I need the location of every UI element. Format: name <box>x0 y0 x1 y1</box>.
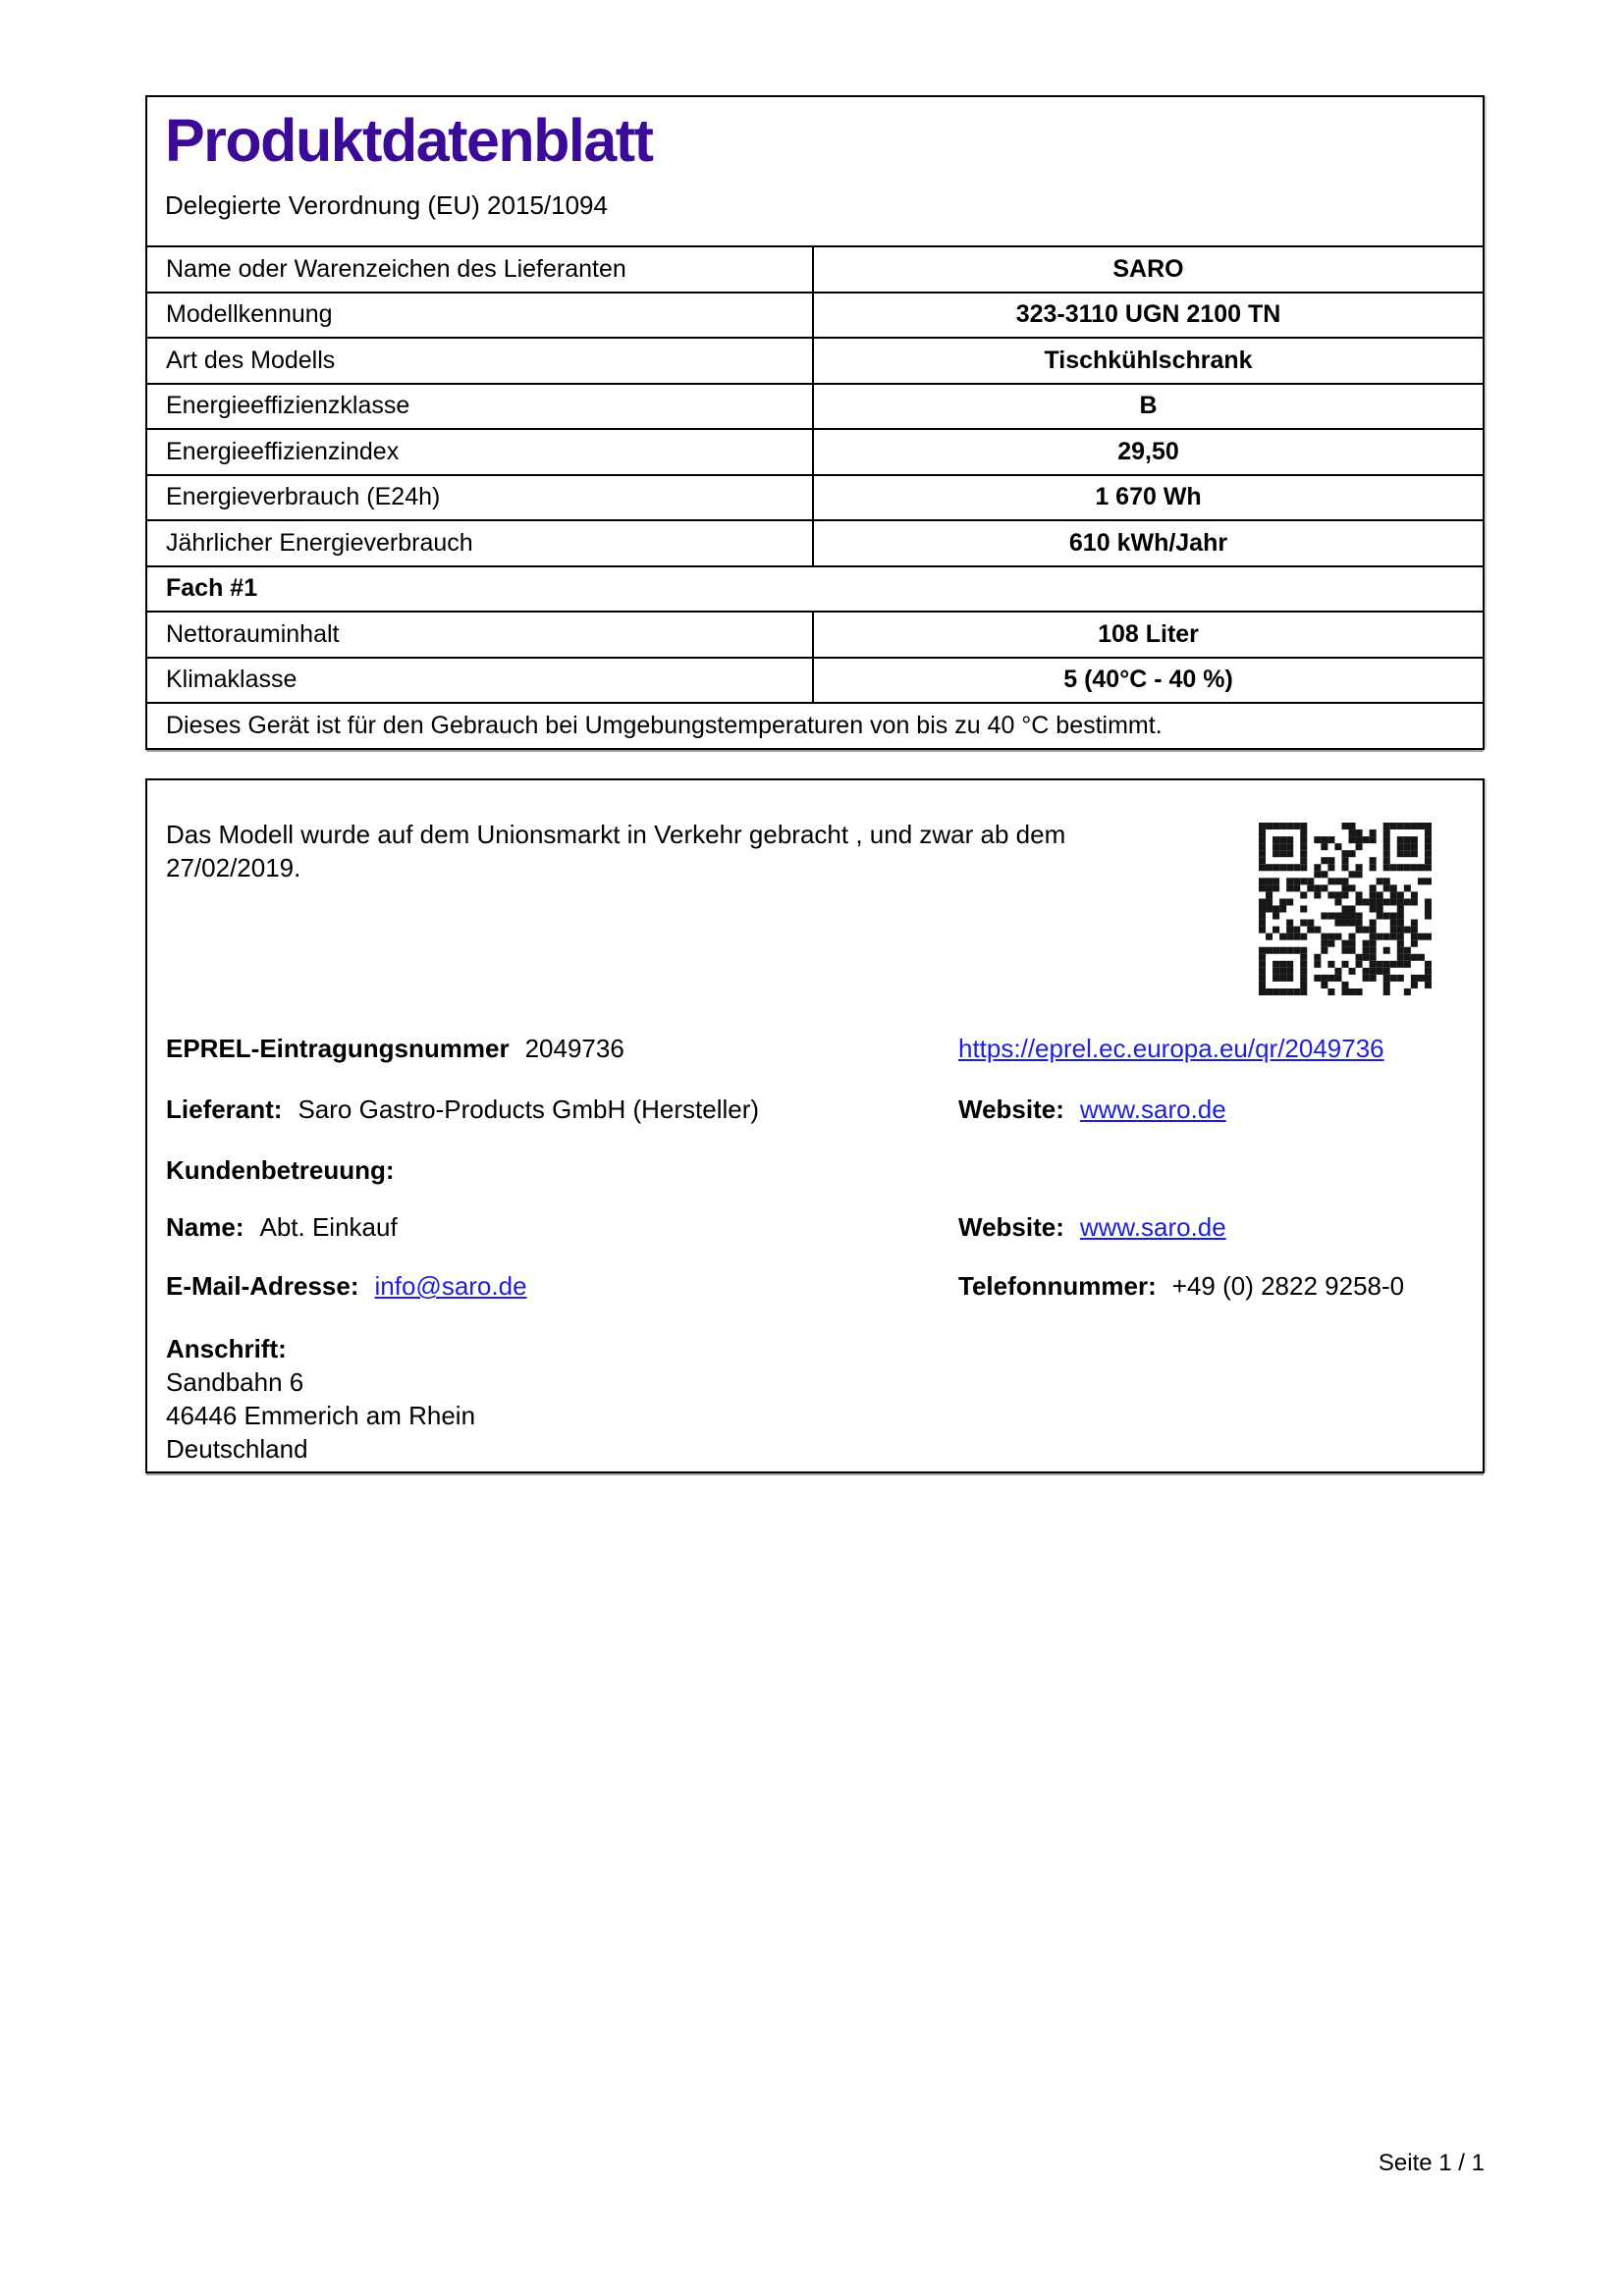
datasheet-header <box>147 97 1483 245</box>
row-label: Modellkennung <box>166 300 333 329</box>
row-label: Jährlicher Energieverbrauch <box>166 528 473 557</box>
section-label: Fach #1 <box>166 574 258 603</box>
row-label: Name oder Warenzeichen des Lieferanten <box>166 254 626 283</box>
row-value: 323-3110 UGN 2100 TN <box>812 294 1483 338</box>
row-label: Energieeffizienzindex <box>166 437 400 465</box>
eprel-url-link[interactable]: https://eprel.ec.europa.eu/qr/2049736 <box>958 1034 1384 1063</box>
table-row <box>147 383 1483 429</box>
table-row <box>147 337 1483 383</box>
table-row <box>147 519 1483 565</box>
row-label: Energieverbrauch (E24h) <box>166 483 441 511</box>
address-label: Anschrift: <box>166 1334 287 1363</box>
supplier-label: Lieferant: <box>166 1095 283 1124</box>
website-link[interactable]: www.saro.de <box>1079 1212 1226 1242</box>
row-value: Tischkühlschrank <box>812 339 1483 383</box>
eprel-number-label: EPREL-Eintragungsnummer <box>166 1034 510 1063</box>
row-value: SARO <box>812 247 1483 292</box>
table-row <box>147 292 1483 338</box>
table-row <box>147 245 1483 292</box>
regulation-subtitle: Delegierte Verordnung (EU) 2015/1094 <box>165 190 608 220</box>
qr-code-icon <box>1259 823 1432 995</box>
row-value: B <box>812 385 1483 429</box>
row-label: Energieeffizienzklasse <box>166 392 410 420</box>
table-row <box>147 474 1483 520</box>
email-label: E-Mail-Adresse: <box>166 1271 359 1301</box>
page-number: Seite 1 / 1 <box>1378 2150 1485 2176</box>
address-line: Sandbahn 6 <box>166 1367 304 1397</box>
eprel-number-value: 2049736 <box>524 1034 624 1063</box>
row-value: 610 kWh/Jahr <box>812 521 1483 565</box>
row-label: Nettorauminhalt <box>166 619 340 648</box>
table-row <box>147 428 1483 474</box>
website-link[interactable]: www.saro.de <box>1079 1095 1226 1124</box>
address-line: Deutschland <box>166 1434 308 1464</box>
ambient-temperature-note: Dieses Gerät ist für den Gebrauch bei Umgebungstemperaturen von bis zu 40 °C bestimmt. <box>166 711 1163 739</box>
spec-table <box>147 245 1483 748</box>
product-datasheet-panel <box>145 95 1485 750</box>
phone-value: +49 (0) 2822 9258-0 <box>1171 1271 1405 1301</box>
website-label: Website: <box>958 1095 1064 1124</box>
note-row <box>147 702 1483 748</box>
market-placement-text: Das Modell wurde auf dem Unionsmarkt in Verkehr gebracht , und zwar ab dem 27/02/2019. <box>166 820 1066 882</box>
address-line: 46446 Emmerich am Rhein <box>166 1401 476 1430</box>
table-row <box>147 657 1483 703</box>
row-label: Klimaklasse <box>166 666 298 694</box>
row-label: Art des Modells <box>166 346 336 374</box>
row-value: 1 670 Wh <box>812 476 1483 520</box>
row-value: 108 Liter <box>812 613 1483 657</box>
table-row <box>147 611 1483 657</box>
row-value: 29,50 <box>812 430 1483 474</box>
section-row-fach1 <box>147 565 1483 612</box>
phone-label: Telefonnummer: <box>958 1271 1157 1301</box>
contact-name-label: Name: <box>166 1212 244 1242</box>
contact-name-value: Abt. Einkauf <box>259 1212 398 1242</box>
website-label: Website: <box>958 1212 1064 1242</box>
supplier-value: Saro Gastro-Products GmbH (Hersteller) <box>298 1095 760 1124</box>
supplier-info-panel <box>145 778 1485 1473</box>
row-value: 5 (40°C - 40 %) <box>812 659 1483 703</box>
email-link[interactable]: info@saro.de <box>374 1271 527 1301</box>
page-title: Produktdatenblatt <box>165 107 653 174</box>
customer-service-label: Kundenbetreuung: <box>166 1155 395 1185</box>
